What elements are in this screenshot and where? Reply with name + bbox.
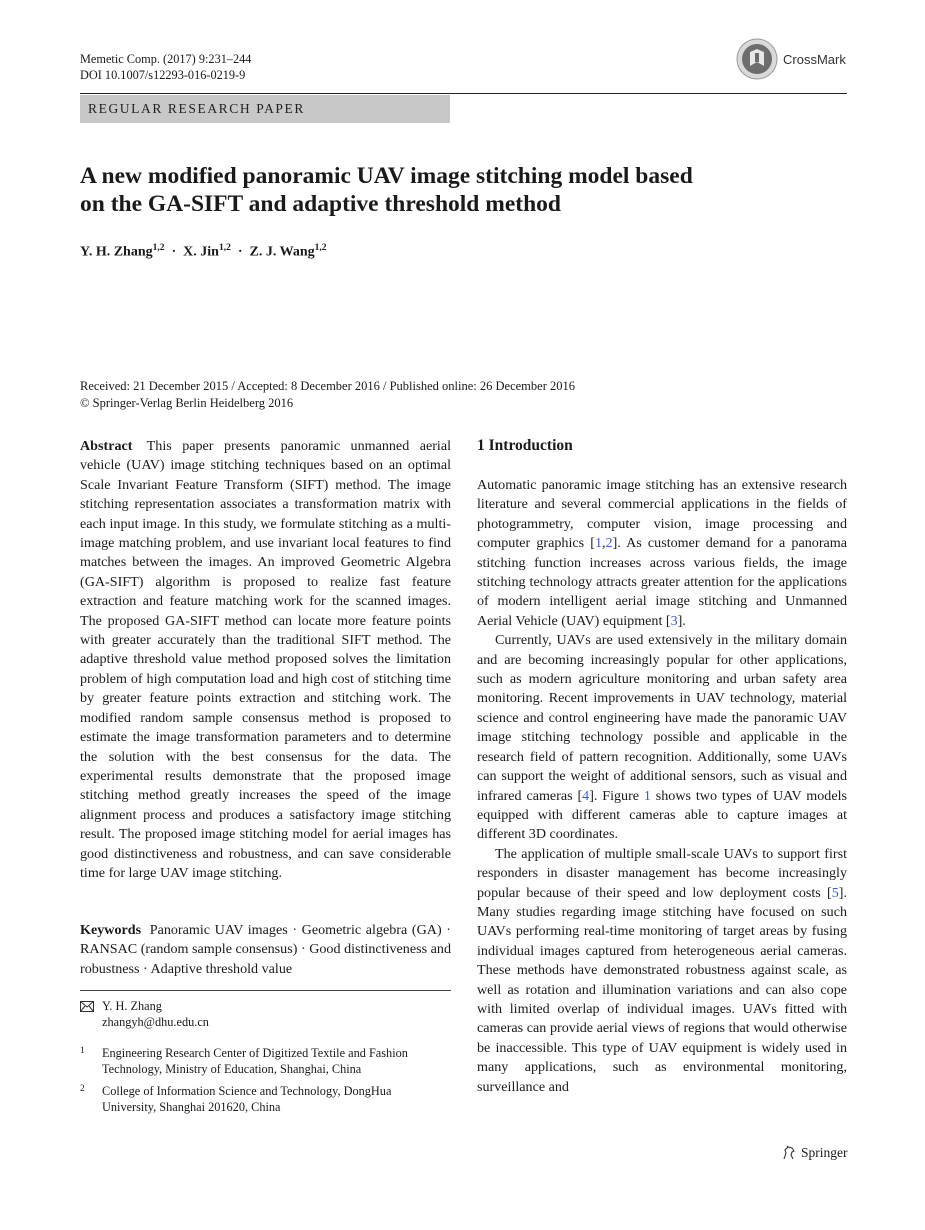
journal-citation: Memetic Comp. (2017) 9:231–244 bbox=[80, 52, 252, 66]
introduction-body bbox=[477, 476, 847, 1097]
corresponding-email[interactable]: zhangyh@dhu.edu.cn bbox=[102, 1014, 209, 1029]
citation-link[interactable]: 3 bbox=[670, 612, 678, 629]
history-dates: Received: 21 December 2015 / Accepted: 8 December 2016 / Published online: 26 December 2016 bbox=[80, 379, 575, 393]
citation-link[interactable]: 2 bbox=[605, 535, 613, 552]
citation-link[interactable]: 4 bbox=[582, 787, 590, 804]
author-separator: · bbox=[171, 244, 177, 260]
crossmark-icon bbox=[736, 38, 778, 80]
abstract-label: Abstract bbox=[80, 438, 133, 454]
copyright: © Springer-Verlag Berlin Heidelberg 2016 bbox=[80, 396, 294, 410]
affiliation-2-text: College of Information Science and Technology, DongHua University, Shanghai 201620, China bbox=[102, 1084, 392, 1114]
author-separator: · bbox=[237, 244, 243, 260]
corresponding-name: Y. H. Zhang bbox=[102, 999, 162, 1013]
abstract-text: This paper presents panoramic unmanned aerial vehicle (UAV) image stitching techniques based on an optimal Scale Invariant Feature Transform (SIFT) method. The image stitching representation associates a transformation matrix with each input image. In this study, we formulate stitching as a multi-image matching problem, and use invariant local features to find matches between the images. An improved Geometric Algebra (GA-SIFT) algorithm is proposed to realize fast feature extraction and feature matching work for the scanned images. The proposed GA-SIFT method can locate more feature points with greater accurately than the traditional SIFT method. The adaptive threshold value method proposed solves the limitation problem of high computation load and high cost of stitching time by greater feature points extraction and stitching work. The modified random sample consensus method is proposed to estimate the image transformation parameters and to determine the solution with the best consensus for the data. The experimental results demonstrate that the proposed image stitching method greatly increases the speed of the image alignment process and produces a satisfactory image stitching result. The proposed image stitching model for aerial images has good distinctiveness and robustness, and can save considerable time for large UAV image stitching. bbox=[80, 438, 451, 881]
author-affiliation: 1,2 bbox=[152, 243, 165, 253]
publication-dates bbox=[80, 378, 575, 412]
author-affiliation: 1,2 bbox=[314, 243, 327, 253]
footnote-rule bbox=[80, 990, 451, 991]
journal-info bbox=[80, 51, 251, 83]
affiliation-1-text: Engineering Research Center of Digitized Textile and Fashion Technology, Ministry of Education, Shanghai, China bbox=[102, 1046, 408, 1076]
author-list bbox=[80, 243, 327, 261]
author-name[interactable]: X. Jin bbox=[183, 244, 219, 260]
publisher-name: Springer bbox=[801, 1145, 848, 1160]
corresponding-author bbox=[80, 999, 451, 1033]
keywords bbox=[80, 921, 451, 979]
affiliation-2 bbox=[80, 1084, 451, 1116]
affiliation-1-mark: 1 bbox=[80, 1046, 85, 1056]
crossmark-badge[interactable] bbox=[736, 38, 846, 80]
publisher-footer bbox=[781, 1145, 848, 1161]
affiliation-2-mark: 2 bbox=[80, 1084, 85, 1094]
citation-link[interactable]: 1 bbox=[594, 535, 602, 552]
corresponding-details bbox=[102, 999, 209, 1030]
crossmark-label: CrossMark bbox=[783, 51, 846, 67]
title-line-2: on the GA-SIFT and adaptive threshold method bbox=[80, 191, 561, 217]
citation-link[interactable]: 5 bbox=[831, 884, 839, 901]
intro-paragraph-1: Automatic panoramic image stitching has an extensive research literature and several commercial applications in the fields of photogrammetry, computer vision, image processing and computer graphics [1,2]. As customer demand for a panorama stitching function increases across various fields, the image stitching technology attracts greater attention for the applications of modern intelligent aerial image stitching and Unmanned Aerial Vehicle (UAV) equipment [3]. bbox=[477, 477, 847, 629]
figure-link[interactable]: 1 bbox=[643, 787, 651, 804]
abstract bbox=[80, 437, 451, 883]
journal-doi[interactable]: DOI 10.1007/s12293-016-0219-9 bbox=[80, 68, 246, 82]
affiliation-1 bbox=[80, 1046, 451, 1078]
keywords-label: Keywords bbox=[80, 922, 142, 938]
intro-paragraph-3: The application of multiple small-scale UAVs to support first responders in disaster management has become increasingly popular because of their speed and low deployment costs [5]. Many studies regarding image stitching have focused on such UAVs performing real-time monitoring of target areas by fusing individual images captured from heterogeneous aerial cameras. These methods have demonstrated robustness against scale, as well as rotation and illumination variations and can also cope with limited overlap of individual images. UAVs fitted with cameras can provide aerial views of regions that would otherwise be inaccessible. This type of UAV equipment is widely used in many applications, such as environmental monitoring, surveillance and bbox=[477, 845, 847, 1095]
keywords-text: Panoramic UAV images · Geometric algebra (GA) · RANSAC (random sample consensus) · Good distinctiveness and robustness · Adaptive threshold value bbox=[80, 922, 451, 977]
author-name[interactable]: Z. J. Wang bbox=[249, 244, 315, 260]
section-heading-introduction: 1 Introduction bbox=[477, 437, 573, 454]
paper-title bbox=[80, 162, 780, 218]
envelope-icon bbox=[80, 1001, 94, 1012]
article-type-banner: REGULAR RESEARCH PAPER bbox=[80, 95, 450, 123]
title-line-1: A new modified panoramic UAV image stitching model based bbox=[80, 163, 693, 189]
header-rule bbox=[80, 93, 847, 94]
intro-paragraph-2: Currently, UAVs are used extensively in the military domain and are becoming increasingly popular for other applications, such as modern agriculture monitoring and urban safety area monitoring. Recent improvements in UAV technology, material science and control engineering have made the panoramic UAV image stitching technology possible and applicable in the research field of pattern recognition. Additionally, some UAVs can support the weight of additional sensors, such as visual and infrared cameras [4]. Figure 1 shows two types of UAV models equipped with different cameras able to capture images at different 3D coordinates. bbox=[477, 632, 848, 843]
author-affiliation: 1,2 bbox=[218, 243, 231, 253]
springer-horse-icon bbox=[781, 1145, 797, 1161]
author-name[interactable]: Y. H. Zhang bbox=[80, 244, 153, 260]
